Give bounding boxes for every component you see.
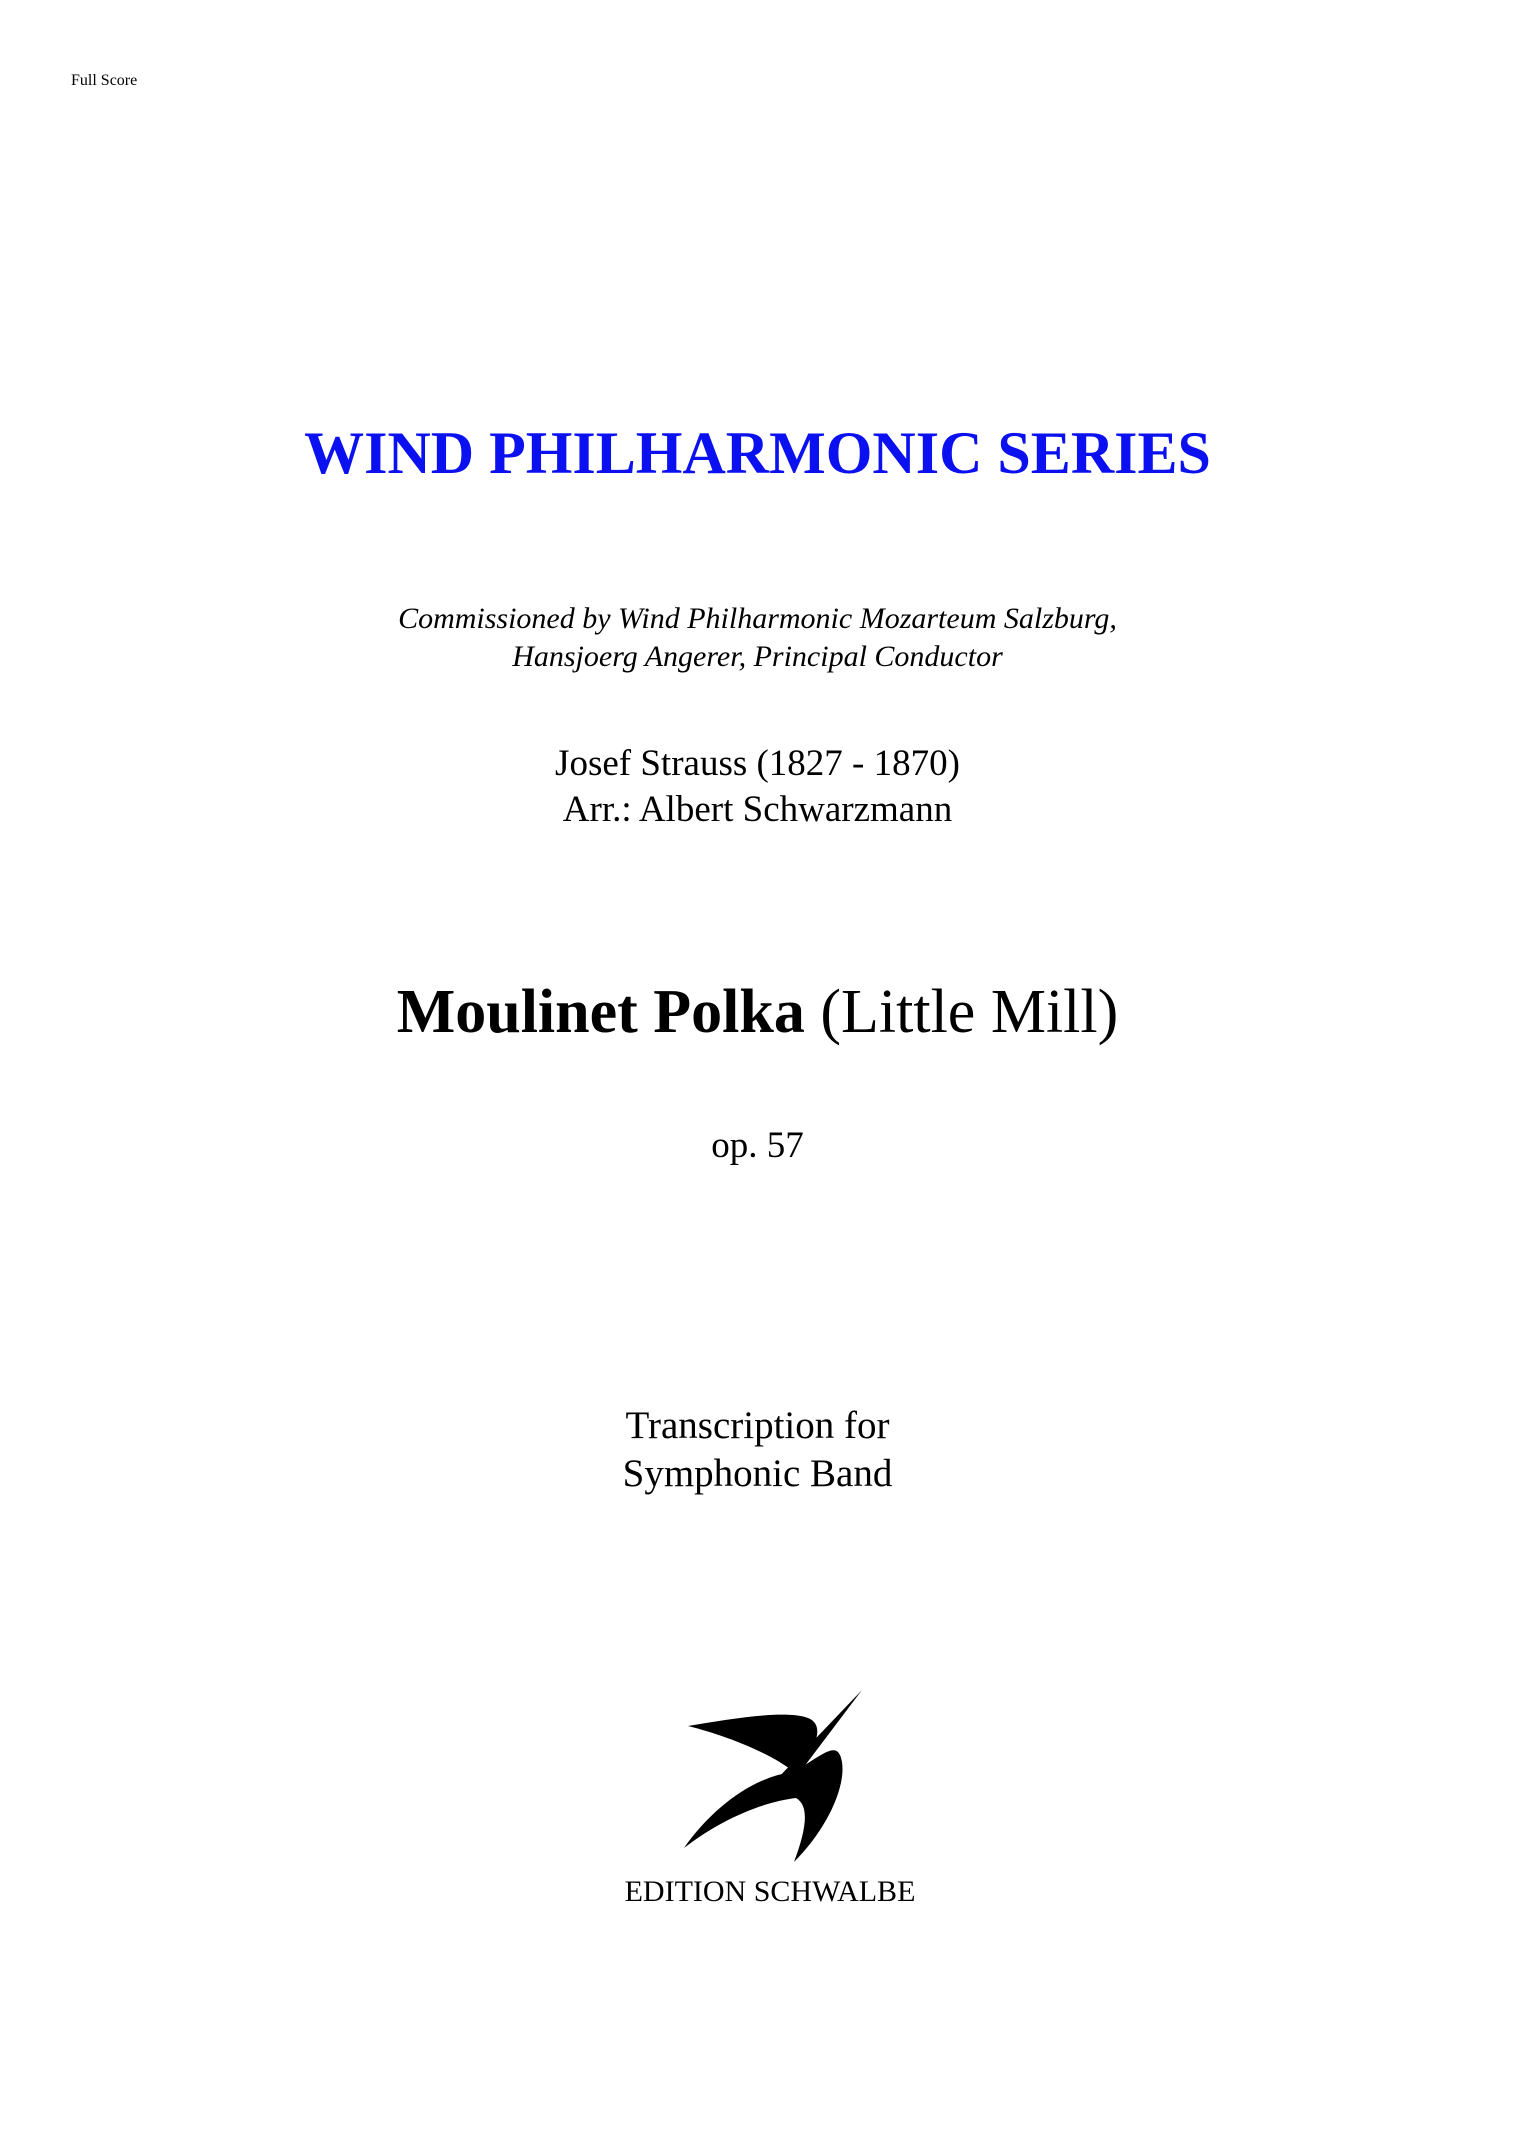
composer-credit: Josef Strauss (1827 - 1870) (555, 743, 960, 784)
series-title: WIND PHILHARMONIC SERIES (304, 420, 1211, 486)
credits (0, 741, 1515, 833)
transcription-line-1: Transcription for (625, 1404, 890, 1447)
opus-number: op. 57 (711, 1125, 804, 1166)
commission-line-1: Commissioned by Wind Philharmonic Mozarteum Salzburg, (398, 602, 1117, 635)
publisher-name: EDITION SCHWALBE (624, 1875, 916, 1908)
arranger-credit: Arr.: Albert Schwarzmann (562, 789, 953, 830)
commission-note (0, 600, 1515, 676)
transcription-line-2: Symphonic Band (622, 1452, 893, 1495)
work-title (0, 975, 1515, 1049)
commission-line-2: Hansjoerg Angerer, Principal Conductor (512, 640, 1003, 673)
work-title-main: Moulinet Polka (396, 978, 805, 1046)
swallow-icon (676, 1680, 872, 1870)
score-type-label: Full Score (71, 72, 138, 89)
transcription-note (0, 1402, 1515, 1498)
work-title-subtitle: (Little Mill) (820, 978, 1119, 1046)
